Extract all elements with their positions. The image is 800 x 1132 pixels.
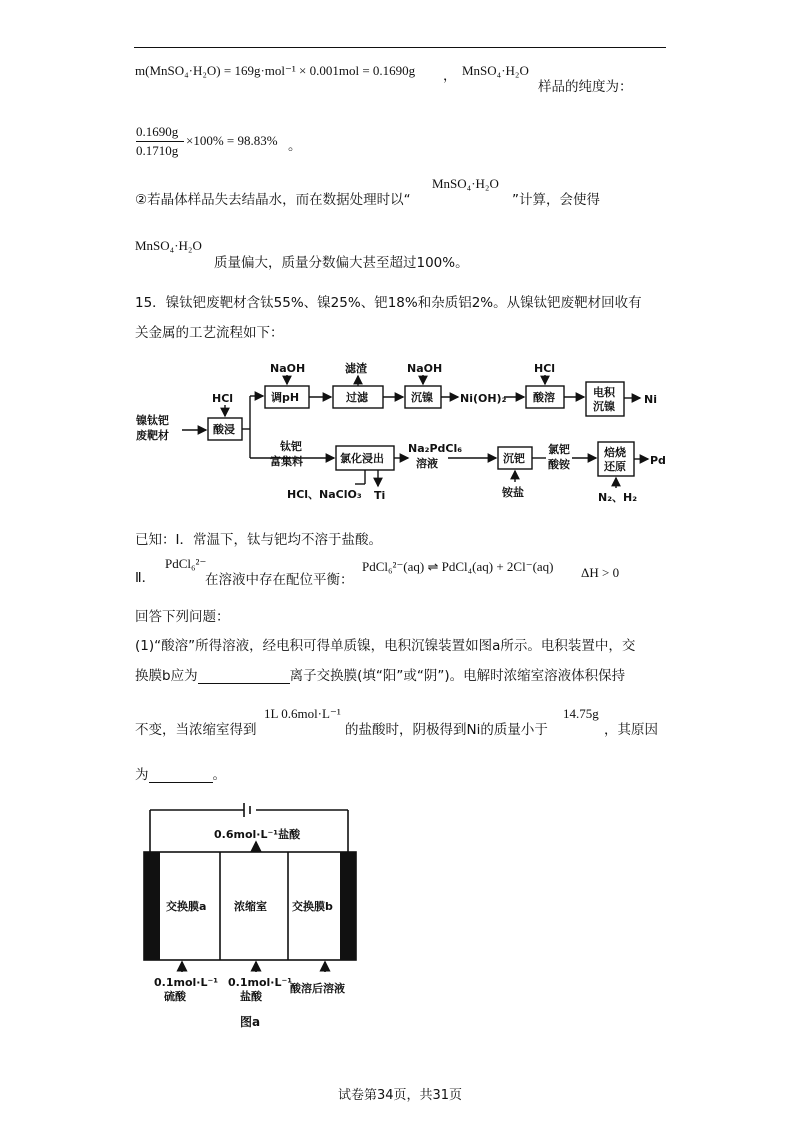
sulfuric-acid-label: 硫酸 [164,990,186,1003]
part1-line4-end: 。 [212,767,226,783]
top-rule [134,47,666,48]
equilibrium-equation: PdCl₆²⁻(aq) ⇌ PdCl₄(aq) + 2Cl⁻(aq) [362,559,554,574]
fraction-denominator: 0.1710g [136,143,179,158]
question-15-line2: 关金属的工艺流程如下： [135,325,284,341]
answer-intro: 回答下列问题： [135,609,230,625]
reagents-label: HCl、NaClO₃ [287,488,362,501]
compound-formula: MnSO₄·H₂O [462,63,529,78]
error-analysis-prefix: ②若晶体样品失去结晶水，而在数据处理时以“ [135,192,411,208]
hcl-conc-label: 0.1mol·L⁻¹ [228,976,293,989]
na2pdcl6-label-2: 溶液 [416,457,438,470]
figure-caption: 图a [240,1015,261,1029]
sulfuric-conc-label: 0.1mol·L⁻¹ [154,976,219,989]
chloropalladate-label-2: 酸铵 [548,458,570,471]
pd-product-label: Pd [650,454,666,467]
ni-mass: 14.75g [563,706,599,721]
part1-line4 [135,763,226,783]
ni-hydroxide-label: Ni(OH)₂ [460,392,507,405]
acid-dissolve-box: 酸溶 [533,391,555,404]
naoh-label-2: NaOH [407,362,443,375]
known-condition-2: 在溶液中存在配位平衡： [205,572,354,588]
part1-line2-start: 换膜b应为 [135,668,198,684]
chloropalladate-label-1: 氯钯 [548,443,570,456]
purity-result: ×100% = 98.83% [186,133,278,148]
ti-pd-label-2: 富集料 [270,455,303,468]
filter-box: 过滤 [346,391,368,404]
acid-solution-label: 酸溶后溶液 [290,982,345,995]
period: 。 [288,138,302,154]
ti-product-label: Ti [374,489,386,502]
membrane-a-label: 交换膜a [166,900,207,913]
page-footer: 试卷第34页，共31页 [337,1088,463,1103]
fraction-numerator: 0.1690g [136,124,179,139]
error-analysis-suffix: ”计算，会使得 [512,192,600,208]
compound-formula-3: MnSO₄·H₂O [135,238,202,253]
error-conclusion: 质量偏大，质量分数偏大甚至超过100%。 [214,255,469,271]
question-15-line1: 15．镍钛钯废靶材含钛55%、镍25%、钯18%和杂质铝2%。从镍钛钯废靶材回收有 [135,295,642,311]
electrodeposit-box-2: 沉镍 [593,400,615,413]
acid-leach-box: 酸浸 [213,423,235,436]
part1-line2-end: 离子交换膜(填“阳”或“阴”)。电解时浓缩室溶液体积保持 [289,668,626,684]
pdcl6-ion: PdCl₆²⁻ [165,556,207,571]
hcl-label-2: HCl [534,362,556,375]
known-label-2: Ⅱ． [135,570,156,586]
na2pdcl6-label-1: Na₂PdCl₆ [408,442,463,455]
comma: ， [443,68,457,84]
part1-line3-middle: 的盐酸时，阴极得到Ni的质量小于 [345,722,548,738]
roast-box-2: 还原 [604,460,626,473]
electrodeposit-box-1: 电积 [593,386,615,399]
electrolysis-diagram [140,800,370,1040]
start-label-2: 废靶材 [136,429,169,442]
fraction-bar [136,141,184,142]
precipitate-ni-box: 沉镍 [411,391,433,404]
purity-text: 样品的纯度为： [538,79,633,95]
process-flowchart [130,358,670,508]
part1-line3-end: ，其原因 [604,722,658,738]
naoh-label-1: NaOH [270,362,306,375]
enthalpy-change: ΔH > 0 [581,565,620,580]
filter-residue-label: 滤渣 [345,362,367,375]
compound-formula-2: MnSO₄·H₂O [432,176,499,191]
part1-line3-start: 不变，当浓缩室得到 [135,722,257,738]
adjust-ph-box: 调pH [271,391,300,404]
answer-blank-1[interactable] [198,669,290,684]
membrane-b-label: 交换膜b [292,900,333,913]
part1-line2 [135,664,625,684]
roast-box-1: 焙烧 [604,446,626,459]
chlorinate-box: 氯化浸出 [340,452,384,465]
purity-fraction [136,124,184,159]
part1-line1: (1)“酸溶”所得溶液，经电积可得单质镍，电积沉镍装置如图a所示。电积装置中，交 [135,638,636,654]
hcl-amount: 1L 0.6mol·L⁻¹ [264,706,341,721]
top-hcl-label: 0.6mol·L⁻¹盐酸 [214,828,301,841]
part1-line4-start: 为 [135,767,149,783]
concentrate-chamber-label: 浓缩室 [234,900,267,913]
ammonium-salt-label: 铵盐 [502,486,524,499]
mass-formula: m(MnSO₄·H₂O) = 169g·mol⁻¹ × 0.001mol = 0.1690g [135,63,416,78]
hcl-label-bottom: 盐酸 [240,990,262,1003]
gases-label: N₂、H₂ [598,491,638,504]
hcl-label: HCl [212,392,234,405]
start-label-1: 镍钛钯 [136,414,169,427]
ti-pd-label-1: 钛钯 [280,440,302,453]
precipitate-pd-box: 沉钯 [503,452,525,465]
known-condition-1: 已知：Ⅰ．常温下，钛与钯均不溶于盐酸。 [135,532,382,548]
answer-blank-2[interactable] [149,768,213,783]
ni-product-label: Ni [644,393,657,406]
